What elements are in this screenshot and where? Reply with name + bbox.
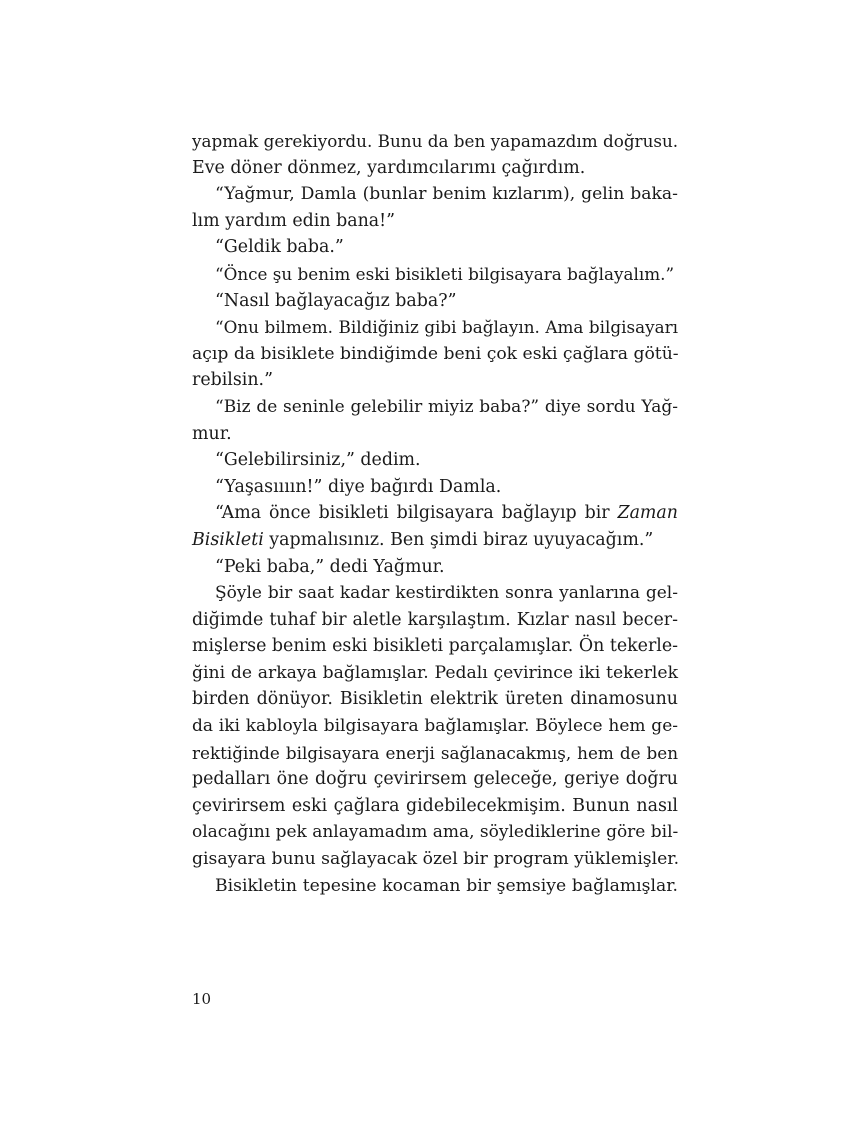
text-line: “Peki baba,” dedi Yağmur.	[215, 556, 445, 577]
body-text	[192, 128, 678, 899]
text-line: açıp da bisiklete bindiğimde beni çok eski çağlara götü-	[192, 343, 679, 364]
text-line: Şöyle bir saat kadar kestirdikten sonra yanlarına gel-	[215, 583, 678, 604]
text-line: birden dönüyor. Bisikletin elektrik üreten dinamosunu	[192, 689, 678, 710]
text-line	[192, 527, 678, 554]
text-line: “Yaşasıııın!” diye bağırdı Damla.	[215, 476, 502, 497]
italic-title: Bisikleti	[192, 529, 264, 550]
text-line: “Nasıl bağlayacağız baba?”	[215, 290, 457, 311]
text-line: lım yardım edin bana!”	[192, 210, 396, 231]
text-line: olacağını pek anlayamadım ama, söylediklerine göre bil-	[192, 822, 679, 843]
text-line: “Geldik baba.”	[215, 237, 344, 258]
text-line: yapmak gerekiyordu. Bunu da ben yapamazdım doğrusu.	[192, 131, 679, 151]
text-line: ğini de arkaya bağlamışlar. Pedalı çevirince iki tekerlek	[192, 662, 678, 683]
text-line: “Önce şu benim eski bisikleti bilgisayara bağlayalım.”	[215, 263, 675, 284]
page-number: 10	[192, 990, 212, 1008]
text-line	[192, 500, 678, 527]
text-line: mişlerse benim eski bisikleti parçalamışlar. Ön tekerle-	[192, 636, 678, 657]
text-line: rebilsin.”	[192, 370, 273, 391]
text-line: da iki kabloyla bilgisayara bağlamışlar. Böylece hem ge-	[192, 716, 678, 737]
text-span: “Ama önce bisikleti bilgisayara bağlayıp bir	[215, 503, 618, 524]
text-line: pedalları öne doğru çevirirsem geleceğe, geriye doğru	[192, 769, 678, 790]
text-line: Eve döner dönmez, yardımcılarımı çağırdım.	[192, 157, 586, 178]
text-line: Bisikletin tepesine kocaman bir şemsiye bağlamışlar.	[215, 875, 678, 896]
text-line: diğimde tuhaf bir aletle karşılaştım. Kızlar nasıl becer-	[192, 609, 678, 630]
text-line: rektiğinde bilgisayara enerji sağlanacakmış, hem de ben	[192, 742, 678, 763]
text-line: “Yağmur, Damla (bunlar benim kızlarım), gelin baka-	[215, 184, 678, 205]
text-line: çevirirsem eski çağlara gidebilecekmişim. Bunun nasıl	[192, 795, 678, 816]
text-span: yapmalısınız. Ben şimdi biraz uyuyacağım.”	[263, 529, 654, 550]
text-line: gisayara bunu sağlayacak özel bir program yüklemişler.	[192, 849, 680, 870]
text-line: “Onu bilmem. Bildiğiniz gibi bağlayın. Ama bilgisayarı	[215, 317, 678, 338]
text-line: “Biz de seninle gelebilir miyiz baba?” diye sordu Yağ-	[215, 396, 678, 417]
text-line: mur.	[192, 423, 232, 444]
text-line: “Gelebilirsiniz,” dedim.	[215, 450, 421, 471]
italic-title: Zaman	[617, 503, 678, 524]
